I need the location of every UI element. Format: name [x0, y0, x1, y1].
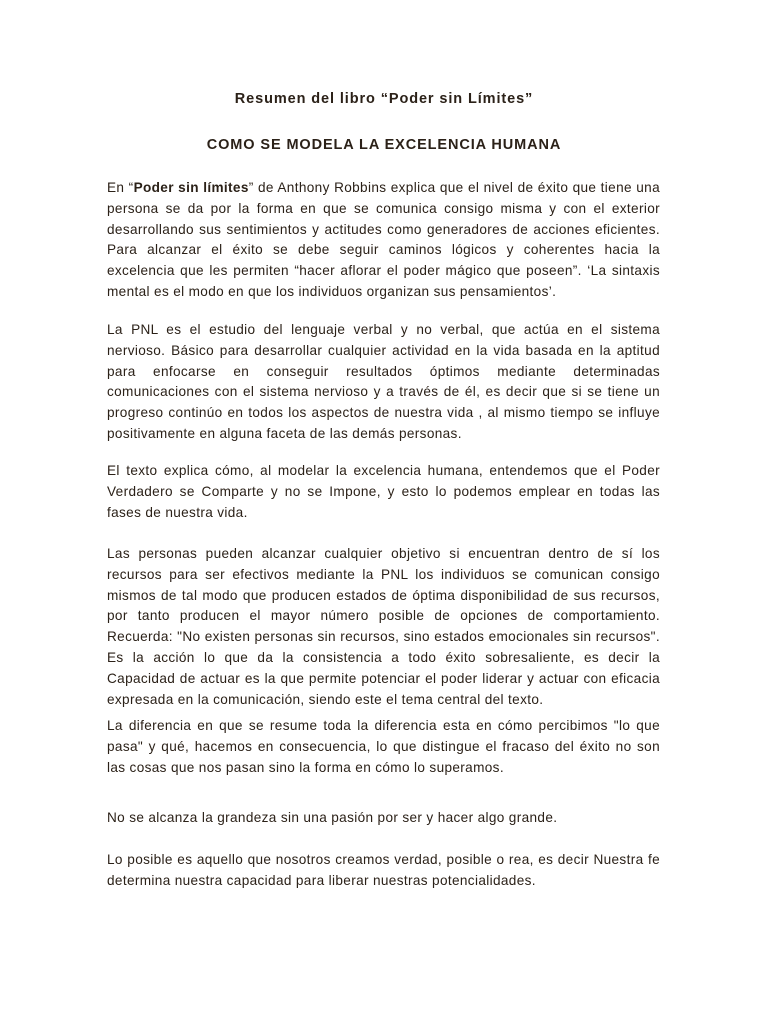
paragraph-4: Las personas pueden alcanzar cualquier objetivo si encuentran dentro de sí los recursos para ser efectivos mediante la PNL los individuos se comunican consigo mismos de tal modo que producen estados de óptima disponibilidad de sus recursos, por tanto producen el mayor número posible de opciones de comportamiento. Recuerda: "No existen personas sin recursos, sino estados emocionales sin recursos". Es la acción lo que da la consistencia a todo éxito sobresaliente, es decir la Capacidad de actuar es la que permite potenciar el poder liderar y actuar con eficacia expresada en la comunicación, siendo este el tema central del texto.	[107, 546, 660, 707]
paragraph-5: La diferencia en que se resume toda la diferencia esta en cómo percibimos "lo que pasa" y qué, hacemos en consecuencia, lo que distingue el fracaso del éxito no son las cosas que nos pasan sino la forma en cómo lo superamos.	[107, 718, 660, 775]
book-title-bold: Poder sin límites	[133, 180, 249, 195]
paragraph-1-after: ” de Anthony Robbins explica que el nivel de éxito que tiene una persona se da por la forma en que se comunica consigo misma y con el exterior desarrollando sus sentimientos y actitudes como generadores de acciones eficientes. Para alcanzar el éxito se debe seguir caminos lógicos y coherentes hacia la excelencia que les permiten “hacer aflorar el poder mágico que poseen”. ‘La sintaxis mental es el modo en que los individuos organizan sus pensamientos’.	[107, 180, 660, 299]
paragraph-1	[107, 178, 660, 303]
paragraph-1-before: En “	[107, 180, 134, 195]
paragraph-7: Lo posible es aquello que nosotros creamos verdad, posible o rea, es decir Nuestra fe determina nuestra capacidad para liberar nuestras potencialidades.	[107, 852, 660, 888]
paragraph-2: La PNL es el estudio del lenguaje verbal y no verbal, que actúa en el sistema nervioso. Básico para desarrollar cualquier actividad en la vida basada en la aptitud para enfocarse en conseguir resultados óptimos mediante determinadas comunicaciones con el sistema nervioso y a través de él, es decir que si se tiene un progreso continúo en todos los aspectos de nuestra vida , al mismo tiempo se influye positivamente en alguna faceta de las demás personas.	[107, 322, 660, 441]
document-subtitle: COMO SE MODELA LA EXCELENCIA HUMANA	[206, 137, 562, 153]
document-title: Resumen del libro “Poder sin Límites”	[234, 91, 534, 107]
paragraph-6: No se alcanza la grandeza sin una pasión por ser y hacer algo grande.	[107, 810, 558, 825]
paragraph-3: El texto explica cómo, al modelar la excelencia humana, entendemos que el Poder Verdadero se Comparte y no se Impone, y esto lo podemos emplear en todas las fases de nuestra vida.	[107, 463, 660, 520]
